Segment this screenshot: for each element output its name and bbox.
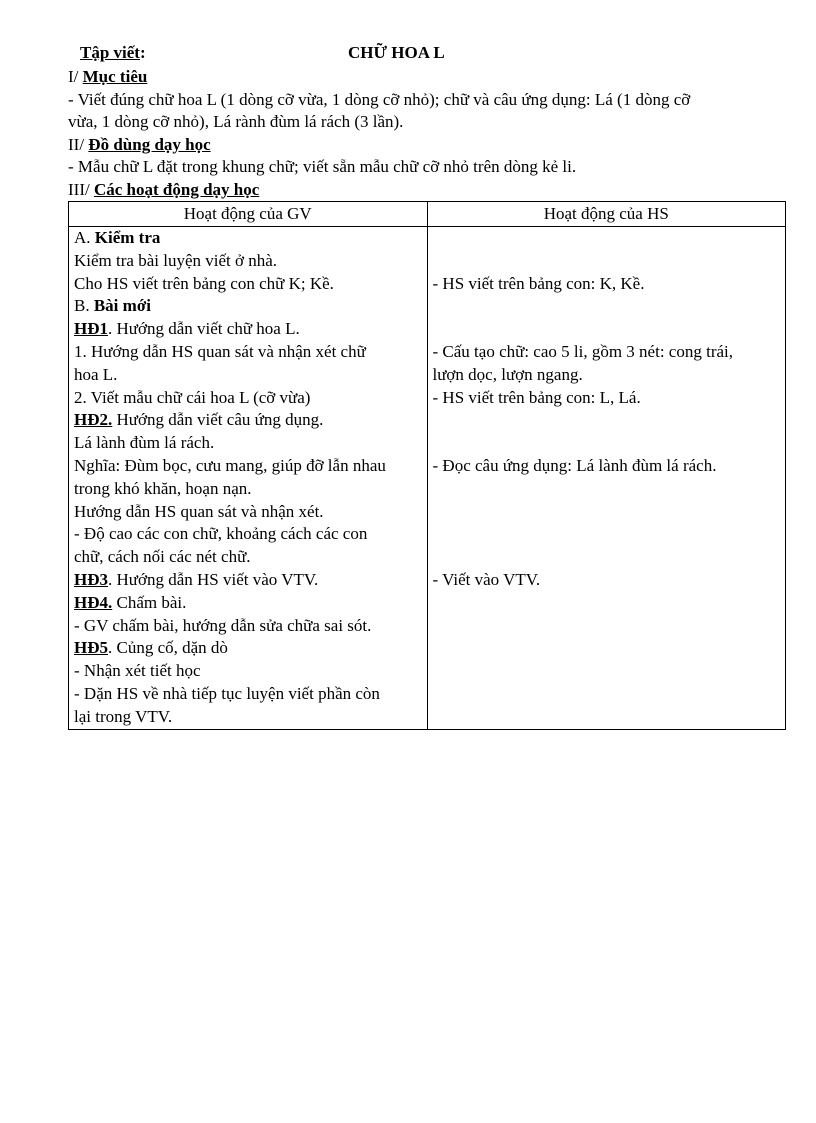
hs-spacer xyxy=(433,432,781,455)
gv-hd4-text: Chấm bài. xyxy=(112,592,187,612)
gv-b-title: Bài mới xyxy=(93,296,151,316)
hs-activities-cell xyxy=(427,227,786,730)
gv-hd3-label: HĐ3 xyxy=(74,569,108,589)
subject-label xyxy=(80,40,146,66)
gv-hd2-line xyxy=(74,409,422,432)
lesson-title: CHỮ HOA L xyxy=(348,43,445,62)
gv-hd1-text: . Hướng dẫn viết chữ hoa L. xyxy=(108,319,300,339)
subject-colon: : xyxy=(139,43,146,62)
table-body-row xyxy=(69,227,786,730)
gv-hd5-line xyxy=(74,637,422,660)
hs-spacer xyxy=(433,227,781,250)
gv-hd1-step1-a: 1. Hướng dẫn HS quan sát và nhận xét chữ xyxy=(74,341,366,361)
gv-b-prefix: B. xyxy=(74,296,94,316)
table-header-row xyxy=(69,202,786,227)
gv-hd5-text: . Củng cố, dặn dò xyxy=(108,638,228,658)
hs-spacer xyxy=(433,409,781,432)
objectives-number: I/ xyxy=(68,67,83,86)
gv-a-prefix: A. xyxy=(74,228,95,247)
hs-spacer xyxy=(433,501,781,524)
activities-number: III/ xyxy=(68,179,94,199)
gv-hd5-line-2b: lại trong VTV. xyxy=(74,706,173,726)
hs-spacer xyxy=(433,250,781,273)
hs-spacer xyxy=(433,546,781,569)
hs-spacer xyxy=(433,318,781,341)
gv-hd3-text: . Hướng dẫn HS viết vào VTV. xyxy=(108,569,319,589)
gv-a-title: Kiểm tra xyxy=(94,228,161,247)
gv-section-a-title xyxy=(74,227,422,250)
materials-title: Đồ dùng dạy học xyxy=(88,134,211,154)
gv-hd2-line-2b: trong khó khăn, hoạn nạn. xyxy=(74,478,252,498)
gv-hd5-label: HĐ5 xyxy=(74,638,108,658)
header-gv: Hoạt động của GV xyxy=(69,202,428,227)
gv-hd5-line-1: - Nhận xét tiết học xyxy=(74,661,201,681)
materials-heading xyxy=(68,134,786,157)
activities-heading xyxy=(68,179,786,202)
gv-hd5-line-2a: - Dặn HS về nhà tiếp tục luyện viết phần còn xyxy=(74,683,380,703)
gv-hd2-label: HĐ2. xyxy=(74,410,113,430)
gv-hd1-step1-b: hoa L. xyxy=(74,364,118,384)
lesson-plan-page xyxy=(68,40,786,730)
hs-step2: - HS viết trên bảng con: L, Lá. xyxy=(432,387,641,407)
gv-hd1-step2: 2. Viết mẫu chữ cái hoa L (cỡ vừa) xyxy=(74,387,311,407)
activities-title: Các hoạt động dạy học xyxy=(93,179,260,199)
gv-hd2-line-4b: chữ, cách nối các nét chữ. xyxy=(74,547,251,567)
subject-text: Tập viết xyxy=(80,43,140,62)
gv-section-b-title xyxy=(74,295,422,318)
gv-hd2-line-3: Hướng dẫn HS quan sát và nhận xét. xyxy=(74,501,324,521)
gv-hd1-line xyxy=(74,318,422,341)
gv-hd4-line-1: - GV chấm bài, hướng dẫn sửa chữa sai sót. xyxy=(74,615,372,635)
hs-hd3-line: - Viết vào VTV. xyxy=(432,569,541,589)
gv-hd2-text: Hướng dẫn viết câu ứng dụng. xyxy=(112,410,324,430)
gv-hd2-line-1: Lá lành đùm lá rách. xyxy=(74,433,215,453)
gv-activities-cell xyxy=(69,227,428,730)
hs-spacer xyxy=(433,478,781,501)
gv-hd3-line xyxy=(74,569,422,592)
gv-a-line-2: Cho HS viết trên bảng con chữ K; Kề. xyxy=(74,273,334,293)
materials-line-1: - Mẫu chữ L đặt trong khung chữ; viết sẵn mẫu chữ cỡ nhỏ trên dòng kẻ li. xyxy=(68,157,577,176)
gv-a-line-1: Kiểm tra bài luyện viết ở nhà. xyxy=(74,250,278,270)
hs-step1-b: lượn dọc, lượn ngang. xyxy=(432,364,583,384)
hs-hd2-line: - Đọc câu ứng dụng: Lá lành đùm lá rách. xyxy=(432,455,717,475)
gv-hd4-label: HĐ4. xyxy=(74,592,113,612)
gv-hd4-line xyxy=(74,592,422,615)
gv-hd2-line-2a: Nghĩa: Đùm bọc, cưu mang, giúp đỡ lẫn nhau xyxy=(74,455,386,475)
gv-hd2-line-4a: - Độ cao các con chữ, khoảng cách các con xyxy=(74,524,368,544)
objectives-line-2: vừa, 1 dòng cỡ nhỏ), Lá rành đùm lá rách (3 lần). xyxy=(68,112,404,131)
materials-number: II/ xyxy=(68,134,89,154)
objectives-line-1: - Viết đúng chữ hoa L (1 dòng cỡ vừa, 1 dòng cỡ nhỏ); chữ và câu ứng dụng: Lá (1 dòng cỡ xyxy=(68,89,691,109)
header-hs: Hoạt động của HS xyxy=(427,202,786,227)
hs-step1-a: - Cấu tạo chữ: cao 5 li, gồm 3 nét: cong trái, xyxy=(432,341,733,361)
hs-spacer xyxy=(433,295,781,318)
objectives-title: Mục tiêu xyxy=(82,67,148,86)
activities-table xyxy=(68,201,786,730)
gv-hd1-label: HĐ1 xyxy=(74,319,108,339)
document-header xyxy=(68,40,786,66)
objectives-heading xyxy=(68,66,786,89)
hs-a-line: - HS viết trên bảng con: K, Kề. xyxy=(432,273,645,293)
hs-spacer xyxy=(433,523,781,546)
